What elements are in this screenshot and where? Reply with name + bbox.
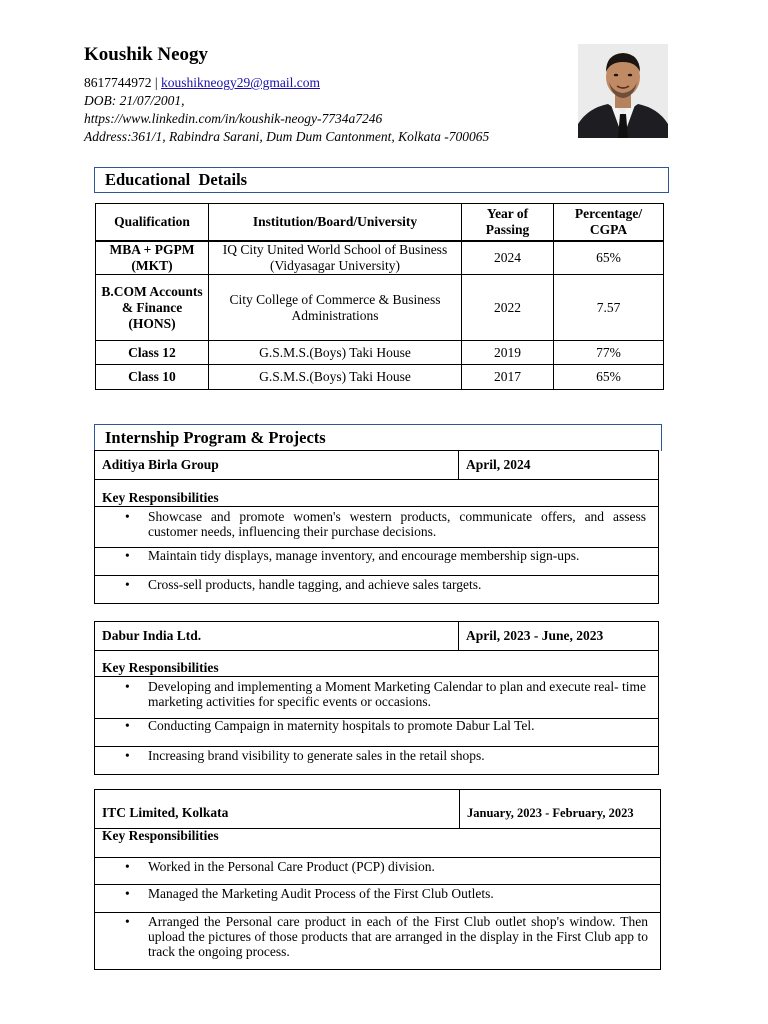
divider bbox=[95, 857, 660, 858]
score-cell: 65% bbox=[554, 241, 664, 275]
responsibility-text: Increasing brand visibility to generate sales in the retail shops. bbox=[148, 748, 485, 763]
education-table bbox=[95, 203, 664, 390]
key-responsibilities-label: Key Responsibilities bbox=[102, 660, 219, 675]
responsibility-text: Maintain tidy displays, manage inventory, and encourage membership sign-ups. bbox=[148, 548, 580, 563]
table-row bbox=[96, 365, 664, 390]
institution-cell: G.S.M.S.(Boys) Taki House bbox=[209, 341, 462, 365]
qualification-cell: MBA + PGPM (MKT) bbox=[96, 241, 209, 275]
phone-number: 8617744972 bbox=[84, 75, 152, 90]
year-cell: 2022 bbox=[462, 275, 554, 341]
company-name: Dabur India Ltd. bbox=[102, 628, 202, 643]
bullet: • bbox=[125, 577, 130, 592]
qualification-cell: B.COM Accounts & Finance (HONS) bbox=[96, 275, 209, 341]
column-header: Year of Passing bbox=[462, 204, 554, 241]
profile-photo bbox=[578, 44, 668, 138]
divider bbox=[459, 790, 460, 828]
divider bbox=[458, 451, 459, 479]
column-header: Qualification bbox=[96, 204, 209, 241]
responsibility-text: Arranged the Personal care product in each of the First Club outlet shop's window. Then upload the pictures of those products that are arranged in the display in the First Club app to track the ongoing process. bbox=[148, 914, 648, 959]
responsibility-text: Managed the Marketing Audit Process of the First Club Outlets. bbox=[148, 886, 494, 901]
divider bbox=[95, 912, 660, 913]
company-name: Aditiya Birla Group bbox=[102, 457, 219, 472]
year-cell: 2024 bbox=[462, 241, 554, 275]
education-heading-text: Educational Details bbox=[105, 170, 248, 189]
profile-photo-graphic bbox=[578, 44, 668, 138]
table-row bbox=[96, 341, 664, 365]
key-responsibilities-label: Key Responsibilities bbox=[102, 828, 219, 843]
separator: | bbox=[151, 75, 161, 90]
divider bbox=[458, 622, 459, 650]
divider bbox=[95, 650, 658, 651]
bullet: • bbox=[125, 859, 130, 874]
internship-card bbox=[94, 789, 661, 970]
responsibility-text: Cross-sell products, handle tagging, and achieve sales targets. bbox=[148, 577, 482, 592]
internship-date: January, 2023 - February, 2023 bbox=[467, 806, 634, 820]
email-link[interactable]: koushikneogy29@gmail.com bbox=[160, 75, 320, 90]
bullet: • bbox=[125, 679, 130, 694]
internship-heading-text: Internship Program & Projects bbox=[105, 428, 326, 447]
bullet: • bbox=[125, 886, 130, 901]
table-row bbox=[96, 241, 664, 275]
company-name: ITC Limited, Kolkata bbox=[102, 805, 229, 820]
qualification-cell: Class 10 bbox=[96, 365, 209, 390]
education-header-row bbox=[96, 204, 664, 241]
divider bbox=[95, 746, 658, 747]
education-heading bbox=[94, 167, 669, 193]
institution-cell: G.S.M.S.(Boys) Taki House bbox=[209, 365, 462, 390]
responsibility-text: Showcase and promote women's western products, communicate offers, and assess customer needs, influencing their purchase decisions. bbox=[148, 509, 646, 539]
responsibility-text: Developing and implementing a Moment Marketing Calendar to plan and execute real- time marketing activities for specific events or occasions. bbox=[148, 679, 646, 709]
score-cell: 65% bbox=[554, 365, 664, 390]
responsibility-text: Conducting Campaign in maternity hospitals to promote Dabur Lal Tel. bbox=[148, 718, 535, 733]
institution-cell: City College of Commerce & Business Administrations bbox=[209, 275, 462, 341]
bullet: • bbox=[125, 914, 130, 929]
table-row bbox=[96, 275, 664, 341]
column-header: Institution/Board/University bbox=[209, 204, 462, 241]
divider bbox=[95, 506, 658, 507]
divider bbox=[95, 676, 658, 677]
contact-line bbox=[84, 74, 320, 92]
internship-heading bbox=[94, 424, 662, 451]
year-cell: 2019 bbox=[462, 341, 554, 365]
institution-cell: IQ City United World School of Business (Vidyasagar University) bbox=[209, 241, 462, 275]
divider bbox=[95, 884, 660, 885]
bullet: • bbox=[125, 548, 130, 563]
bullet: • bbox=[125, 718, 130, 733]
bullet: • bbox=[125, 748, 130, 763]
divider bbox=[95, 575, 658, 576]
bullet: • bbox=[125, 509, 130, 524]
date-of-birth: DOB: 21/07/2001, bbox=[84, 93, 185, 108]
qualification-cell: Class 12 bbox=[96, 341, 209, 365]
internship-date: April, 2024 bbox=[466, 457, 531, 472]
candidate-name: Koushik Neogy bbox=[84, 44, 209, 65]
column-header: Percentage/ CGPA bbox=[554, 204, 664, 241]
divider bbox=[95, 479, 658, 480]
year-cell: 2017 bbox=[462, 365, 554, 390]
internship-card bbox=[94, 450, 659, 604]
address: Address:361/1, Rabindra Sarani, Dum Dum Cantonment, Kolkata -700065 bbox=[84, 129, 490, 144]
score-cell: 7.57 bbox=[554, 275, 664, 341]
internship-date: April, 2023 - June, 2023 bbox=[466, 628, 604, 643]
key-responsibilities-label: Key Responsibilities bbox=[102, 490, 219, 505]
linkedin-url[interactable]: https://www.linkedin.com/in/koushik-neogy-7734a7246 bbox=[84, 111, 383, 126]
score-cell: 77% bbox=[554, 341, 664, 365]
responsibility-text: Worked in the Personal Care Product (PCP) division. bbox=[148, 859, 435, 874]
internship-card bbox=[94, 621, 659, 775]
